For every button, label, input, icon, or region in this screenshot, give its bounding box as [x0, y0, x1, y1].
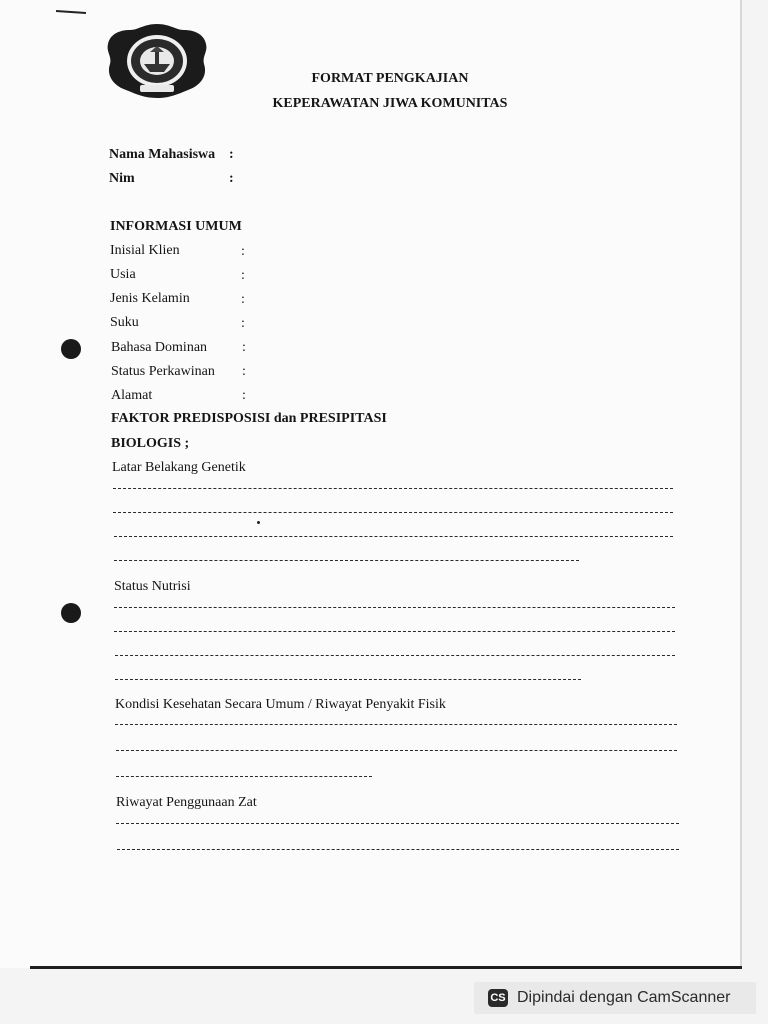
- form-subtitle: KEPERAWATAN JIWA KOMUNITAS: [272, 96, 508, 111]
- field-label: Suku: [110, 315, 139, 330]
- student-name-label: Nama Mahasiswa: [109, 147, 216, 162]
- answer-line: [115, 655, 675, 656]
- camscanner-icon: CS: [488, 989, 508, 1007]
- field-label: Inisial Klien: [110, 243, 180, 258]
- answer-line: [115, 724, 677, 725]
- punch-hole: [61, 339, 81, 359]
- institution-logo-icon: [104, 22, 210, 100]
- colon: :: [229, 171, 234, 186]
- colon: :: [242, 340, 246, 355]
- answer-line: [114, 607, 675, 608]
- biology-heading: BIOLOGIS ;: [111, 436, 190, 451]
- camscanner-text: Dipindai dengan CamScanner: [517, 989, 731, 1006]
- colon: :: [241, 292, 245, 307]
- form-title: FORMAT PENGKAJIAN: [311, 71, 469, 86]
- colon: :: [241, 244, 245, 259]
- colon: :: [242, 388, 246, 403]
- section-label: Riwayat Penggunaan Zat: [116, 795, 257, 810]
- answer-line: [116, 776, 372, 777]
- colon: :: [242, 364, 246, 379]
- answer-line: [114, 560, 579, 561]
- answer-line: [116, 823, 679, 824]
- punch-hole: [61, 603, 81, 623]
- section-label: Status Nutrisi: [114, 579, 191, 594]
- colon: :: [229, 147, 234, 162]
- camscanner-watermark: [474, 982, 756, 1014]
- answer-line: [114, 536, 673, 537]
- stray-dot: [257, 521, 260, 524]
- answer-line: [116, 750, 677, 751]
- field-label: Jenis Kelamin: [110, 291, 190, 306]
- answer-line: [114, 631, 675, 632]
- field-label: Bahasa Dominan: [111, 340, 208, 355]
- field-label: Alamat: [111, 388, 153, 403]
- factors-heading: FAKTOR PREDISPOSISI dan PRESIPITASI: [111, 411, 387, 426]
- field-label: Usia: [110, 267, 136, 282]
- answer-line: [113, 512, 673, 513]
- answer-line: [117, 849, 679, 850]
- section-label: Latar Belakang Genetik: [112, 460, 246, 475]
- answer-line: [115, 679, 581, 680]
- page-bottom-edge: [30, 966, 742, 969]
- colon: :: [241, 268, 245, 283]
- general-info-heading: INFORMASI UMUM: [110, 219, 242, 234]
- colon: :: [241, 316, 245, 331]
- field-label: Status Perkawinan: [111, 364, 215, 379]
- section-label: Kondisi Kesehatan Secara Umum / Riwayat Penyakit Fisik: [115, 697, 446, 712]
- student-nim-label: Nim: [109, 171, 135, 186]
- answer-line: [113, 488, 673, 489]
